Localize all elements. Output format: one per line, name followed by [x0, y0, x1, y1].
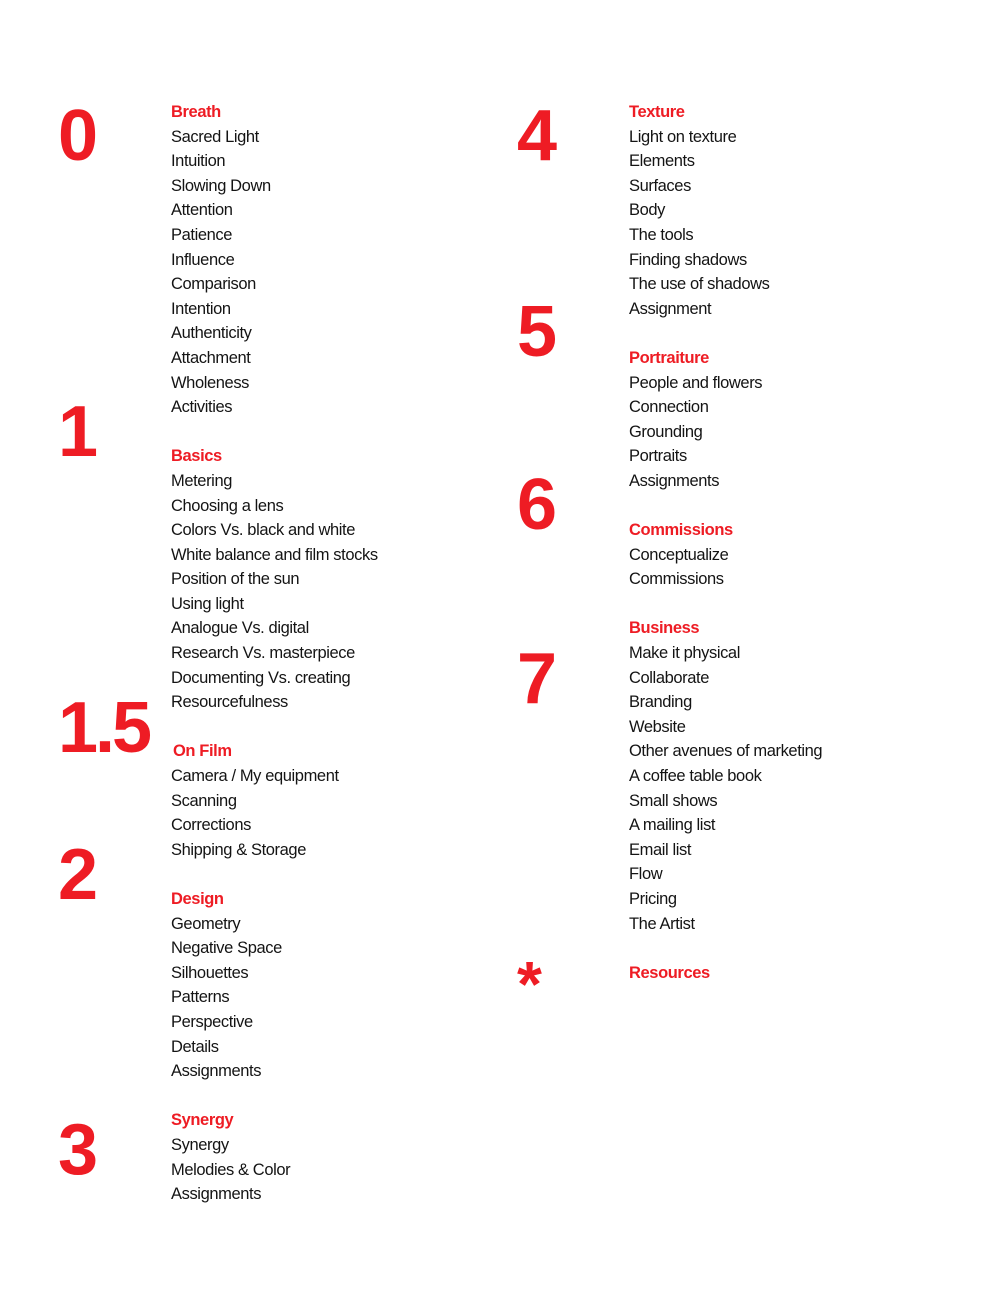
section-heading-breath: Breath — [171, 103, 221, 121]
list-item: Geometry — [171, 914, 241, 933]
list-item: Light on texture — [629, 127, 737, 146]
section-number-1: 1 — [58, 392, 96, 472]
list-item: Camera / My equipment — [171, 767, 339, 786]
section-heading-resources: Resources — [629, 963, 710, 982]
list-item: Authenticity — [171, 324, 252, 343]
list-item: Synergy — [171, 1135, 229, 1154]
list-item: The use of shadows — [629, 275, 770, 294]
list-item: Portraits — [629, 447, 687, 466]
list-item: Commissions — [629, 570, 724, 589]
list-item: Assignments — [171, 1062, 262, 1081]
list-item: A mailing list — [629, 816, 716, 835]
list-item: Patterns — [171, 988, 230, 1007]
section-gap — [171, 1084, 378, 1109]
section-gap — [171, 420, 378, 445]
section-gap — [629, 494, 822, 519]
list-item: Intuition — [171, 152, 226, 171]
list-item: Surfaces — [629, 176, 691, 195]
list-item: Patience — [171, 225, 233, 244]
list-item: Negative Space — [171, 939, 282, 958]
list-item: Metering — [171, 471, 232, 490]
list-item: Position of the sun — [171, 570, 300, 589]
section-number-6: 6 — [517, 465, 555, 545]
list-item: Attachment — [171, 348, 251, 367]
list-item: Email list — [629, 840, 692, 859]
section-heading-design: Design — [171, 890, 224, 908]
section-gap — [629, 321, 822, 346]
list-item: Body — [629, 201, 666, 220]
contents-column-right — [629, 100, 822, 985]
list-item: Details — [171, 1037, 219, 1056]
list-item: The tools — [629, 225, 694, 244]
list-item: Make it physical — [629, 644, 740, 663]
list-item: Branding — [629, 693, 692, 712]
contents-column-left — [171, 100, 378, 1207]
list-item: Analogue Vs. digital — [171, 619, 309, 638]
list-item: Activities — [171, 398, 233, 417]
section-number-3: 3 — [58, 1110, 96, 1190]
section-number-2: 2 — [58, 835, 96, 915]
list-item: Melodies & Color — [171, 1160, 291, 1179]
list-item: Collaborate — [629, 668, 709, 687]
list-item: Attention — [171, 201, 233, 220]
list-item: Silhouettes — [171, 963, 249, 982]
list-item: Assignments — [171, 1185, 262, 1204]
list-item: Other avenues of marketing — [629, 742, 823, 761]
section-gap — [629, 592, 822, 617]
list-item: Flow — [629, 865, 663, 884]
section-number-4: 4 — [517, 96, 555, 176]
section-heading-on-film: On Film — [173, 742, 232, 761]
list-item: The Artist — [629, 914, 695, 933]
list-item: Finding shadows — [629, 250, 747, 269]
list-item: Documenting Vs. creating — [171, 668, 351, 687]
list-item: Using light — [171, 594, 244, 613]
section-heading-synergy: Synergy — [171, 1111, 234, 1130]
section-number-5: 5 — [517, 292, 555, 372]
list-item: Colors Vs. black and white — [171, 521, 356, 540]
list-item: Sacred Light — [171, 127, 259, 146]
list-item: Corrections — [171, 816, 251, 835]
list-item: Choosing a lens — [171, 496, 284, 515]
list-item: People and flowers — [629, 373, 763, 392]
list-item: Scanning — [171, 791, 237, 810]
section-heading-business: Business — [629, 619, 700, 638]
list-item: A coffee table book — [629, 767, 762, 786]
list-item: Assignment — [629, 299, 712, 318]
list-item: Resourcefulness — [171, 693, 288, 712]
section-heading-basics: Basics — [171, 447, 222, 466]
list-item: Shipping & Storage — [171, 840, 306, 859]
section-gap — [629, 936, 822, 961]
list-item: Perspective — [171, 1012, 253, 1031]
section-heading-texture: Texture — [629, 103, 685, 121]
list-item: Grounding — [629, 422, 703, 441]
list-item: Pricing — [629, 890, 677, 908]
list-item: Conceptualize — [629, 545, 729, 564]
list-item: Influence — [171, 250, 235, 269]
list-item: Research Vs. masterpiece — [171, 644, 355, 663]
list-item: Assignments — [629, 471, 720, 490]
list-item: Intention — [171, 299, 231, 318]
list-item: Small shows — [629, 791, 718, 810]
list-item: Comparison — [171, 275, 256, 294]
list-item: Wholeness — [171, 373, 250, 392]
section-gap — [171, 862, 378, 887]
section-heading-portraiture: Portraiture — [629, 348, 709, 367]
list-item: Connection — [629, 398, 709, 417]
list-item: Website — [629, 717, 686, 736]
section-gap — [171, 715, 378, 740]
section-number-asterisk: * — [517, 948, 539, 1020]
list-item: Elements — [629, 152, 695, 171]
list-item: White balance and film stocks — [171, 545, 378, 564]
section-number-7: 7 — [517, 639, 555, 719]
section-heading-commissions: Commissions — [629, 521, 733, 540]
section-number-1-5: 1.5 — [58, 688, 150, 768]
list-item: Slowing Down — [171, 176, 271, 195]
section-number-0: 0 — [58, 96, 96, 176]
